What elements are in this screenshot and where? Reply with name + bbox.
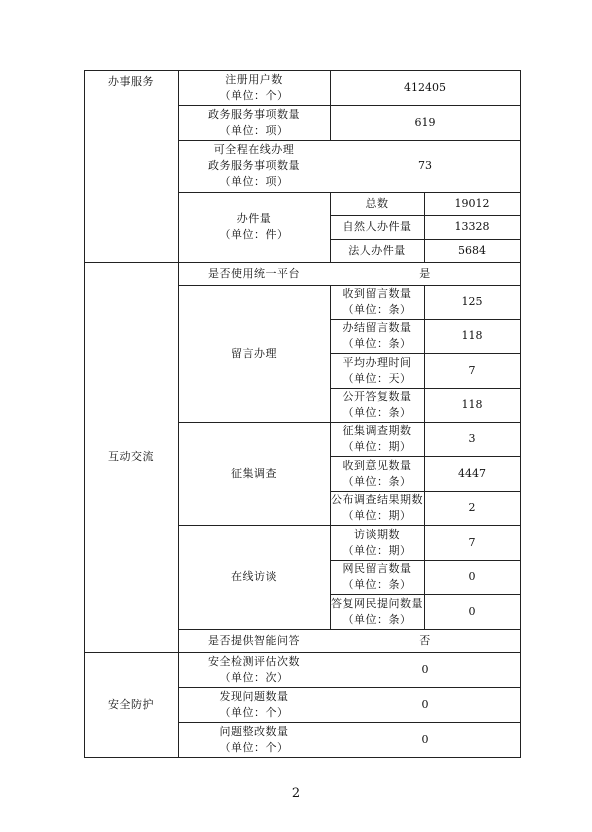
- interview-title: 在线访谈: [231, 570, 277, 583]
- survey-results-label: 公布调查结果期数 （单位：期）: [331, 493, 423, 522]
- messages-avg-time-value: 7: [468, 363, 476, 377]
- messages-received-value: 125: [461, 295, 483, 308]
- online-items-value: 73: [418, 159, 432, 172]
- survey-periods-label: 征集调查期数 （单位：期）: [342, 424, 412, 453]
- registered-users-value: 412405: [404, 80, 446, 94]
- survey-opinions-value: 4447: [458, 466, 486, 480]
- interview-net-messages-value: 0: [468, 570, 476, 583]
- volume-total-label: 总数: [365, 196, 389, 210]
- security-checks-value: 0: [421, 662, 429, 676]
- issues-fixed-value: 0: [421, 732, 429, 746]
- survey-opinions-label: 收到意见数量 （单位：条）: [342, 458, 412, 488]
- security-checks-label: 安全检测评估次数 （单位：次）: [208, 654, 300, 684]
- section-title-security: 安全防护: [108, 697, 154, 711]
- section-title-interaction: 互动交流: [108, 450, 154, 463]
- service-items-value: 619: [414, 115, 436, 129]
- issues-found-label: 发现问题数量 （单位：个）: [219, 689, 289, 719]
- smart-qa-value: 否: [419, 633, 431, 647]
- survey-periods-value: 3: [468, 432, 476, 445]
- section-title-service: 办事服务: [108, 75, 154, 88]
- messages-completed-value: 118: [461, 329, 483, 342]
- volume-legal-label: 法人办件量: [348, 243, 406, 257]
- messages-public-replies-value: 118: [461, 398, 483, 411]
- interview-net-messages-label: 网民留言数量 （单位：条）: [342, 562, 412, 591]
- volume-legal-value: 5684: [458, 243, 486, 257]
- volume-natural-label: 自然人办件量: [342, 220, 412, 233]
- messages-title: 留言办理: [231, 346, 277, 360]
- issues-fixed-label: 问题整改数量 （单位：个）: [219, 724, 289, 754]
- registered-users-label: 注册用户数 （单位：个）: [219, 72, 289, 102]
- messages-completed-label: 办结留言数量 （单位：条）: [342, 321, 412, 350]
- volume-total-value: 19012: [454, 196, 490, 210]
- statistics-table: [84, 70, 521, 758]
- volume-label: 办件量 （单位：件）: [219, 212, 289, 241]
- messages-public-replies-label: 公开答复数量 （单位：条）: [342, 390, 412, 419]
- issues-found-value: 0: [421, 697, 429, 711]
- interview-answers-value: 0: [468, 604, 476, 618]
- survey-title: 征集调查: [231, 466, 277, 480]
- interview-periods-value: 7: [468, 535, 476, 549]
- online-items-label: 可全程在线办理 政务服务事项数量 （单位：项）: [208, 143, 300, 188]
- volume-natural-value: 13328: [454, 220, 490, 233]
- unified-platform-label: 是否使用统一平台: [208, 266, 300, 280]
- survey-results-value: 2: [468, 501, 476, 514]
- unified-platform-value: 是: [419, 266, 431, 280]
- interview-periods-label: 访谈期数 （单位：期）: [342, 527, 412, 557]
- messages-avg-time-label: 平均办理时间 （单位：天）: [342, 355, 412, 385]
- page-number: 2: [291, 786, 301, 801]
- messages-received-label: 收到留言数量 （单位：条）: [342, 287, 412, 316]
- service-items-label: 政务服务事项数量 （单位：项）: [208, 107, 300, 137]
- smart-qa-label: 是否提供智能问答: [208, 633, 300, 647]
- interview-answers-label: 答复网民提问数量 （单位：条）: [331, 596, 423, 626]
